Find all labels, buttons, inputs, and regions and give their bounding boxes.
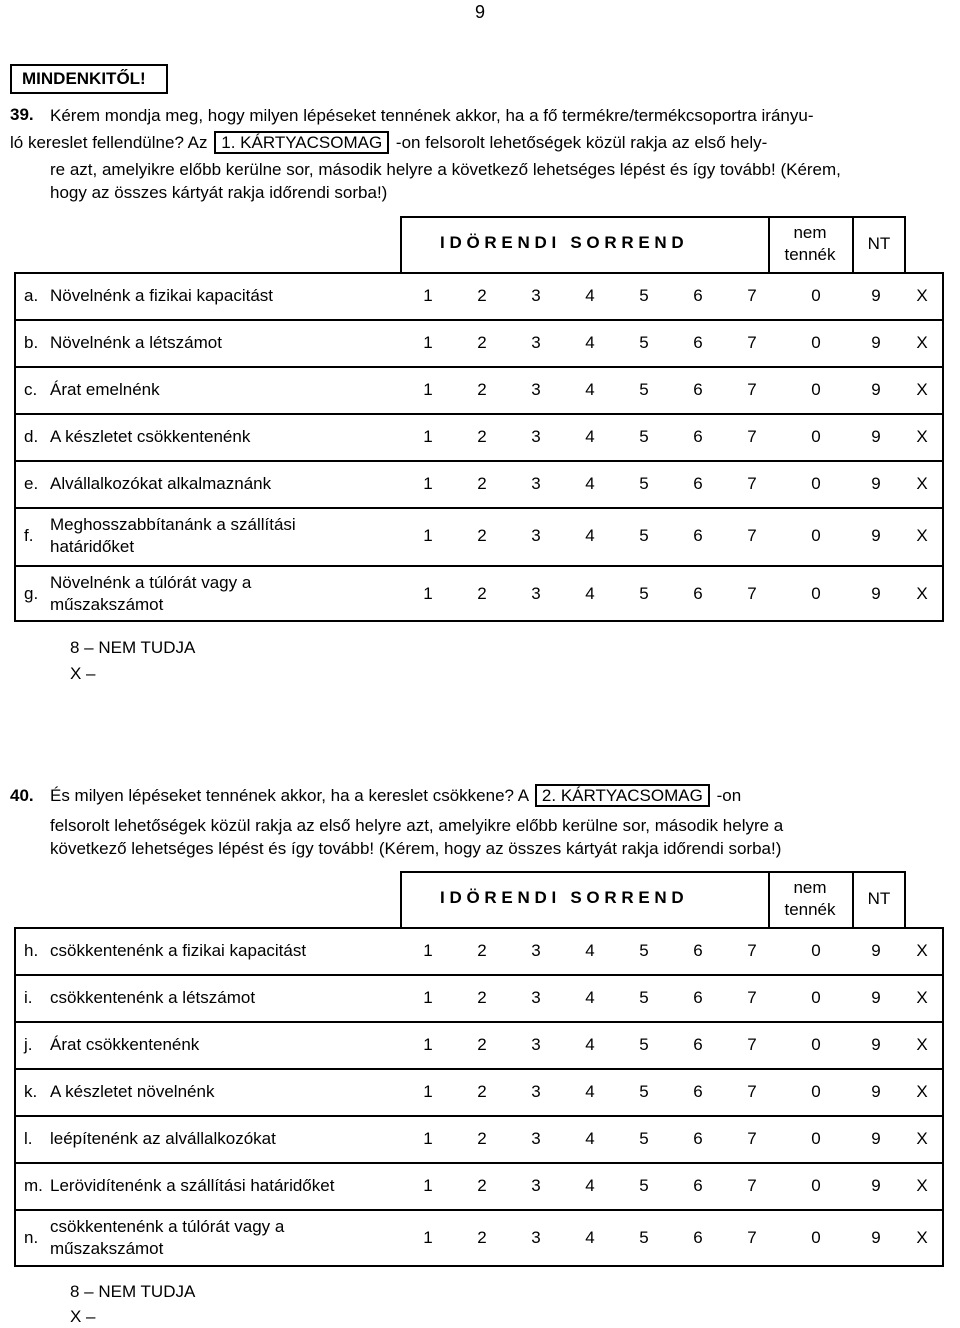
answer-code-4[interactable]: 4 [585, 426, 595, 446]
answer-code-3[interactable]: 3 [531, 1034, 541, 1054]
row-letter: j. [24, 1034, 33, 1054]
answer-code-3[interactable]: 3 [531, 987, 541, 1007]
row-label [50, 1175, 400, 1197]
answer-code-5[interactable]: 5 [639, 426, 649, 446]
row-text: Árat emelnénk [50, 379, 160, 399]
answer-code-9[interactable]: 9 [871, 473, 881, 493]
row-letter: g. [24, 583, 39, 603]
answer-code-0[interactable]: 0 [811, 332, 821, 352]
answer-code-4[interactable]: 4 [585, 940, 595, 960]
answer-code-9[interactable]: 9 [871, 1034, 881, 1054]
answer-code-1[interactable]: 1 [423, 426, 433, 446]
row-text: csökkentenénk a fizikai kapacitást [50, 940, 307, 960]
answer-code-3[interactable]: 3 [531, 1128, 541, 1148]
row-letter: m. [24, 1175, 43, 1195]
answer-code-6[interactable]: 6 [693, 1228, 703, 1247]
answer-code-2[interactable]: 2 [477, 332, 487, 352]
answer-code-2[interactable]: 2 [477, 426, 487, 446]
answer-code-3[interactable]: 3 [531, 285, 541, 305]
card-pack-1: 1. KÁRTYACSOMAG [214, 131, 389, 154]
answer-code-6[interactable]: 6 [693, 332, 703, 352]
answer-code-7[interactable]: 7 [747, 1175, 757, 1195]
header-would-not [768, 222, 852, 266]
row-label [50, 1128, 400, 1150]
answer-code-7[interactable]: 7 [747, 1128, 757, 1148]
row-divider [14, 974, 944, 976]
row-text: Meghosszabbítanánk a szállítási [50, 515, 296, 534]
question-39-line3: re azt, amelyikre előbb kerülne sor, második helyre a következő lehetséges lépést és így tovább! (Kérem, [50, 160, 841, 179]
answer-code-X[interactable]: X [916, 526, 928, 545]
row-letter: b. [24, 332, 39, 352]
question-39-number: 39. [10, 105, 34, 124]
answer-code-3[interactable]: 3 [531, 379, 541, 399]
answer-code-5[interactable]: 5 [639, 285, 649, 305]
row-label [50, 1034, 400, 1056]
row-text: Növelnénk a fizikai kapacitást [50, 285, 274, 305]
answer-code-7[interactable]: 7 [747, 1081, 757, 1101]
answer-code-7[interactable]: 7 [747, 940, 757, 960]
row-label [50, 379, 400, 401]
answer-code-5[interactable]: 5 [639, 583, 649, 603]
answer-code-6[interactable]: 6 [693, 1128, 703, 1148]
row-letter: n. [24, 1228, 39, 1247]
q39-legend-dont-know: 8 – NEM TUDJA [70, 638, 196, 657]
answer-code-1[interactable]: 1 [423, 1081, 433, 1101]
row-letter: i. [24, 987, 33, 1007]
row-text: leépítenénk az alvállalkozókat [50, 1128, 276, 1148]
question-40-number: 40. [10, 786, 34, 805]
answer-code-7[interactable]: 7 [747, 1228, 757, 1247]
answer-code-9[interactable]: 9 [871, 285, 881, 305]
answer-code-0[interactable]: 0 [811, 1128, 821, 1148]
answer-code-6[interactable]: 6 [693, 940, 703, 960]
header-nt: NT [867, 234, 891, 253]
row-letter: c. [24, 379, 38, 399]
row-label [50, 987, 400, 1009]
answer-code-0[interactable]: 0 [811, 1081, 821, 1101]
answer-code-0[interactable]: 0 [811, 583, 821, 603]
answer-code-1[interactable]: 1 [423, 1034, 433, 1054]
q39-line2-post: -on felsorolt lehetőségek közül rakja az első hely- [395, 133, 768, 152]
row-label [50, 473, 400, 495]
answer-code-0[interactable]: 0 [811, 526, 821, 545]
answer-code-4[interactable]: 4 [585, 473, 595, 493]
answer-code-4[interactable]: 4 [585, 285, 595, 305]
answer-code-2[interactable]: 2 [477, 1034, 487, 1054]
answer-code-X[interactable]: X [916, 379, 928, 399]
answer-code-6[interactable]: 6 [693, 285, 703, 305]
answer-code-1[interactable]: 1 [423, 526, 433, 545]
row-letter: a. [24, 285, 39, 305]
answer-code-3[interactable]: 3 [531, 940, 541, 960]
answer-code-9[interactable]: 9 [871, 379, 881, 399]
answer-code-7[interactable]: 7 [747, 426, 757, 446]
answer-code-4[interactable]: 4 [585, 379, 595, 399]
question-40-line3: következő lehetséges lépést és így tovább! (Kérem, hogy az összes kártyát rakja időrendi sorba!) [50, 839, 782, 858]
answer-code-X[interactable]: X [916, 1128, 928, 1148]
answer-code-7[interactable]: 7 [747, 583, 757, 603]
answer-code-7[interactable]: 7 [747, 987, 757, 1007]
answer-code-0[interactable]: 0 [811, 285, 821, 305]
answer-code-6[interactable]: 6 [693, 379, 703, 399]
answer-code-1[interactable]: 1 [423, 1128, 433, 1148]
answer-code-2[interactable]: 2 [477, 285, 487, 305]
answer-code-4[interactable]: 4 [585, 1034, 595, 1054]
row-text: A készletet csökkentenénk [50, 426, 251, 446]
answer-code-9[interactable]: 9 [871, 583, 881, 603]
row-text-continued: műszakszámot [50, 1239, 164, 1258]
answer-code-3[interactable]: 3 [531, 426, 541, 446]
answer-code-X[interactable]: X [916, 987, 928, 1007]
q40-line1-pre: És milyen lépéseket tennének akkor, ha a kereslet csökkene? A [50, 786, 529, 805]
answer-code-2[interactable]: 2 [477, 379, 487, 399]
row-divider [14, 413, 944, 415]
row-text: A készletet növelnénk [50, 1081, 215, 1101]
answer-code-9[interactable]: 9 [871, 940, 881, 960]
answer-code-9[interactable]: 9 [871, 1081, 881, 1101]
row-letter: d. [24, 426, 39, 446]
answer-code-2[interactable]: 2 [477, 940, 487, 960]
row-divider [14, 1162, 944, 1164]
row-label [50, 572, 400, 616]
q39-line2-pre: ló kereslet fellendülne? Az [10, 133, 208, 152]
answer-code-X[interactable]: X [916, 1175, 928, 1195]
answer-code-2[interactable]: 2 [477, 1228, 487, 1247]
question-39-line4: hogy az összes kártyát rakja időrendi sorba!) [50, 183, 388, 202]
answer-code-0[interactable]: 0 [811, 1175, 821, 1195]
answer-code-3[interactable]: 3 [531, 473, 541, 493]
answer-code-5[interactable]: 5 [639, 987, 649, 1007]
row-letter: l. [24, 1128, 33, 1148]
answer-code-3[interactable]: 3 [531, 1228, 541, 1247]
answer-code-X[interactable]: X [916, 1034, 928, 1054]
row-letter: k. [24, 1081, 38, 1101]
page-number: 9 [474, 2, 485, 22]
answer-code-5[interactable]: 5 [639, 526, 649, 545]
answer-code-1[interactable]: 1 [423, 940, 433, 960]
question-40-line2: felsorolt lehetőségek közül rakja az első helyre azt, amelyikre előbb kerülne sor, második helyre a [50, 816, 784, 835]
answer-code-5[interactable]: 5 [639, 332, 649, 352]
answer-code-9[interactable]: 9 [871, 1228, 881, 1247]
answer-code-5[interactable]: 5 [639, 1175, 649, 1195]
answer-code-9[interactable]: 9 [871, 1128, 881, 1148]
question-40-line1 [50, 784, 741, 807]
row-divider [14, 1115, 944, 1117]
answer-code-3[interactable]: 3 [531, 1081, 541, 1101]
answer-code-0[interactable]: 0 [811, 473, 821, 493]
row-divider [14, 565, 944, 567]
row-label [50, 514, 400, 558]
answer-code-X[interactable]: X [916, 1081, 928, 1101]
row-text: Növelnénk a túlórát vagy a [50, 572, 252, 592]
q40-line1-post: -on [716, 786, 742, 805]
header-chronological-order: I D Ö R E N D I S O R R E N D [440, 233, 684, 252]
answer-code-1[interactable]: 1 [423, 473, 433, 493]
answer-code-4[interactable]: 4 [585, 1128, 595, 1148]
header-nt: NT [867, 889, 891, 908]
answer-code-3[interactable]: 3 [531, 526, 541, 545]
answer-code-7[interactable]: 7 [747, 285, 757, 305]
answer-code-1[interactable]: 1 [423, 987, 433, 1007]
row-divider [14, 1209, 944, 1211]
answer-code-6[interactable]: 6 [693, 1081, 703, 1101]
answer-code-2[interactable]: 2 [477, 1175, 487, 1195]
answer-code-2[interactable]: 2 [477, 987, 487, 1007]
answer-code-9[interactable]: 9 [871, 987, 881, 1007]
q40-legend-x: X – [70, 1307, 96, 1326]
answer-code-0[interactable]: 0 [811, 1228, 821, 1247]
row-text-continued: határidőket [50, 537, 135, 556]
answer-code-4[interactable]: 4 [585, 987, 595, 1007]
answer-code-3[interactable]: 3 [531, 332, 541, 352]
question-39-line2 [10, 131, 955, 154]
answer-code-2[interactable]: 2 [477, 1128, 487, 1148]
answer-code-3[interactable]: 3 [531, 1175, 541, 1195]
row-divider [14, 319, 944, 321]
answer-code-1[interactable]: 1 [423, 583, 433, 603]
answer-code-9[interactable]: 9 [871, 332, 881, 352]
answer-code-X[interactable]: X [916, 285, 928, 305]
answer-code-4[interactable]: 4 [585, 1175, 595, 1195]
answer-code-2[interactable]: 2 [477, 526, 487, 545]
answer-code-5[interactable]: 5 [639, 1081, 649, 1101]
section-label: MINDENKITŐL! [10, 64, 168, 94]
answer-code-4[interactable]: 4 [585, 1081, 595, 1101]
header-tennek: tennék [784, 900, 836, 919]
answer-code-5[interactable]: 5 [639, 940, 649, 960]
row-label [50, 332, 400, 354]
answer-code-5[interactable]: 5 [639, 1034, 649, 1054]
answer-code-5[interactable]: 5 [639, 379, 649, 399]
answer-code-9[interactable]: 9 [871, 1175, 881, 1195]
answer-code-X[interactable]: X [916, 940, 928, 960]
row-letter: h. [24, 940, 39, 960]
row-text: Növelnénk a létszámot [50, 332, 222, 352]
row-text: csökkentenénk a túlórát vagy a [50, 1217, 285, 1236]
answer-code-2[interactable]: 2 [477, 583, 487, 603]
row-label [50, 940, 400, 962]
row-divider [14, 1021, 944, 1023]
answer-code-7[interactable]: 7 [747, 1034, 757, 1054]
answer-code-0[interactable]: 0 [811, 426, 821, 446]
answer-code-6[interactable]: 6 [693, 583, 703, 603]
answer-code-5[interactable]: 5 [639, 1128, 649, 1148]
answer-code-X[interactable]: X [916, 332, 928, 352]
answer-code-1[interactable]: 1 [423, 285, 433, 305]
answer-code-6[interactable]: 6 [693, 1034, 703, 1054]
q40-legend-dont-know: 8 – NEM TUDJA [70, 1282, 196, 1301]
row-label [50, 285, 400, 307]
row-text: Árat csökkentenénk [50, 1034, 200, 1054]
answer-code-1[interactable]: 1 [423, 332, 433, 352]
row-label [50, 1081, 400, 1103]
answer-code-0[interactable]: 0 [811, 940, 821, 960]
header-tennek: tennék [784, 245, 836, 264]
row-letter: f. [24, 526, 34, 545]
answer-code-X[interactable]: X [916, 1228, 928, 1247]
answer-code-2[interactable]: 2 [477, 473, 487, 493]
answer-code-4[interactable]: 4 [585, 332, 595, 352]
answer-code-4[interactable]: 4 [585, 526, 595, 545]
row-letter: e. [24, 473, 39, 493]
answer-code-X[interactable]: X [916, 426, 928, 446]
answer-code-0[interactable]: 0 [811, 379, 821, 399]
answer-code-6[interactable]: 6 [693, 473, 703, 493]
answer-code-5[interactable]: 5 [639, 1228, 649, 1247]
answer-code-4[interactable]: 4 [585, 583, 595, 603]
header-nem: nem [793, 878, 827, 897]
answer-code-6[interactable]: 6 [693, 1175, 703, 1195]
answer-code-7[interactable]: 7 [747, 379, 757, 399]
row-text: Lerövidítenénk a szállítási határidőket [50, 1175, 335, 1195]
row-label [50, 1216, 400, 1260]
answer-code-6[interactable]: 6 [693, 987, 703, 1007]
answer-code-9[interactable]: 9 [871, 426, 881, 446]
answer-code-X[interactable]: X [916, 473, 928, 493]
answer-code-7[interactable]: 7 [747, 526, 757, 545]
row-text-continued: műszakszámot [50, 594, 164, 614]
row-label [50, 426, 400, 448]
answer-code-4[interactable]: 4 [585, 1228, 595, 1247]
row-text: csökkentenénk a létszámot [50, 987, 256, 1007]
answer-code-6[interactable]: 6 [693, 526, 703, 545]
answer-code-1[interactable]: 1 [423, 1228, 433, 1247]
row-divider [14, 1068, 944, 1070]
question-39-line1: Kérem mondja meg, hogy milyen lépéseket tennének akkor, ha a fő termékre/termékcsoportra irányu- [50, 106, 814, 125]
card-pack-2: 2. KÁRTYACSOMAG [535, 784, 710, 807]
answer-code-X[interactable]: X [916, 583, 928, 603]
answer-code-0[interactable]: 0 [811, 1034, 821, 1054]
answer-code-3[interactable]: 3 [531, 583, 541, 603]
answer-code-7[interactable]: 7 [747, 332, 757, 352]
row-divider [14, 507, 944, 509]
answer-code-5[interactable]: 5 [639, 473, 649, 493]
row-divider [14, 366, 944, 368]
answer-code-6[interactable]: 6 [693, 426, 703, 446]
answer-code-9[interactable]: 9 [871, 526, 881, 545]
row-text: Alvállalkozókat alkalmaznánk [50, 473, 272, 493]
header-nem: nem [793, 223, 827, 242]
header-chronological-order: I D Ö R E N D I S O R R E N D [440, 888, 684, 907]
answer-code-1[interactable]: 1 [423, 379, 433, 399]
answer-code-0[interactable]: 0 [811, 987, 821, 1007]
answer-code-2[interactable]: 2 [477, 1081, 487, 1101]
header-would-not [768, 877, 852, 921]
answer-code-1[interactable]: 1 [423, 1175, 433, 1195]
q39-legend-x: X – [70, 664, 96, 683]
answer-code-7[interactable]: 7 [747, 473, 757, 493]
row-divider [14, 460, 944, 462]
